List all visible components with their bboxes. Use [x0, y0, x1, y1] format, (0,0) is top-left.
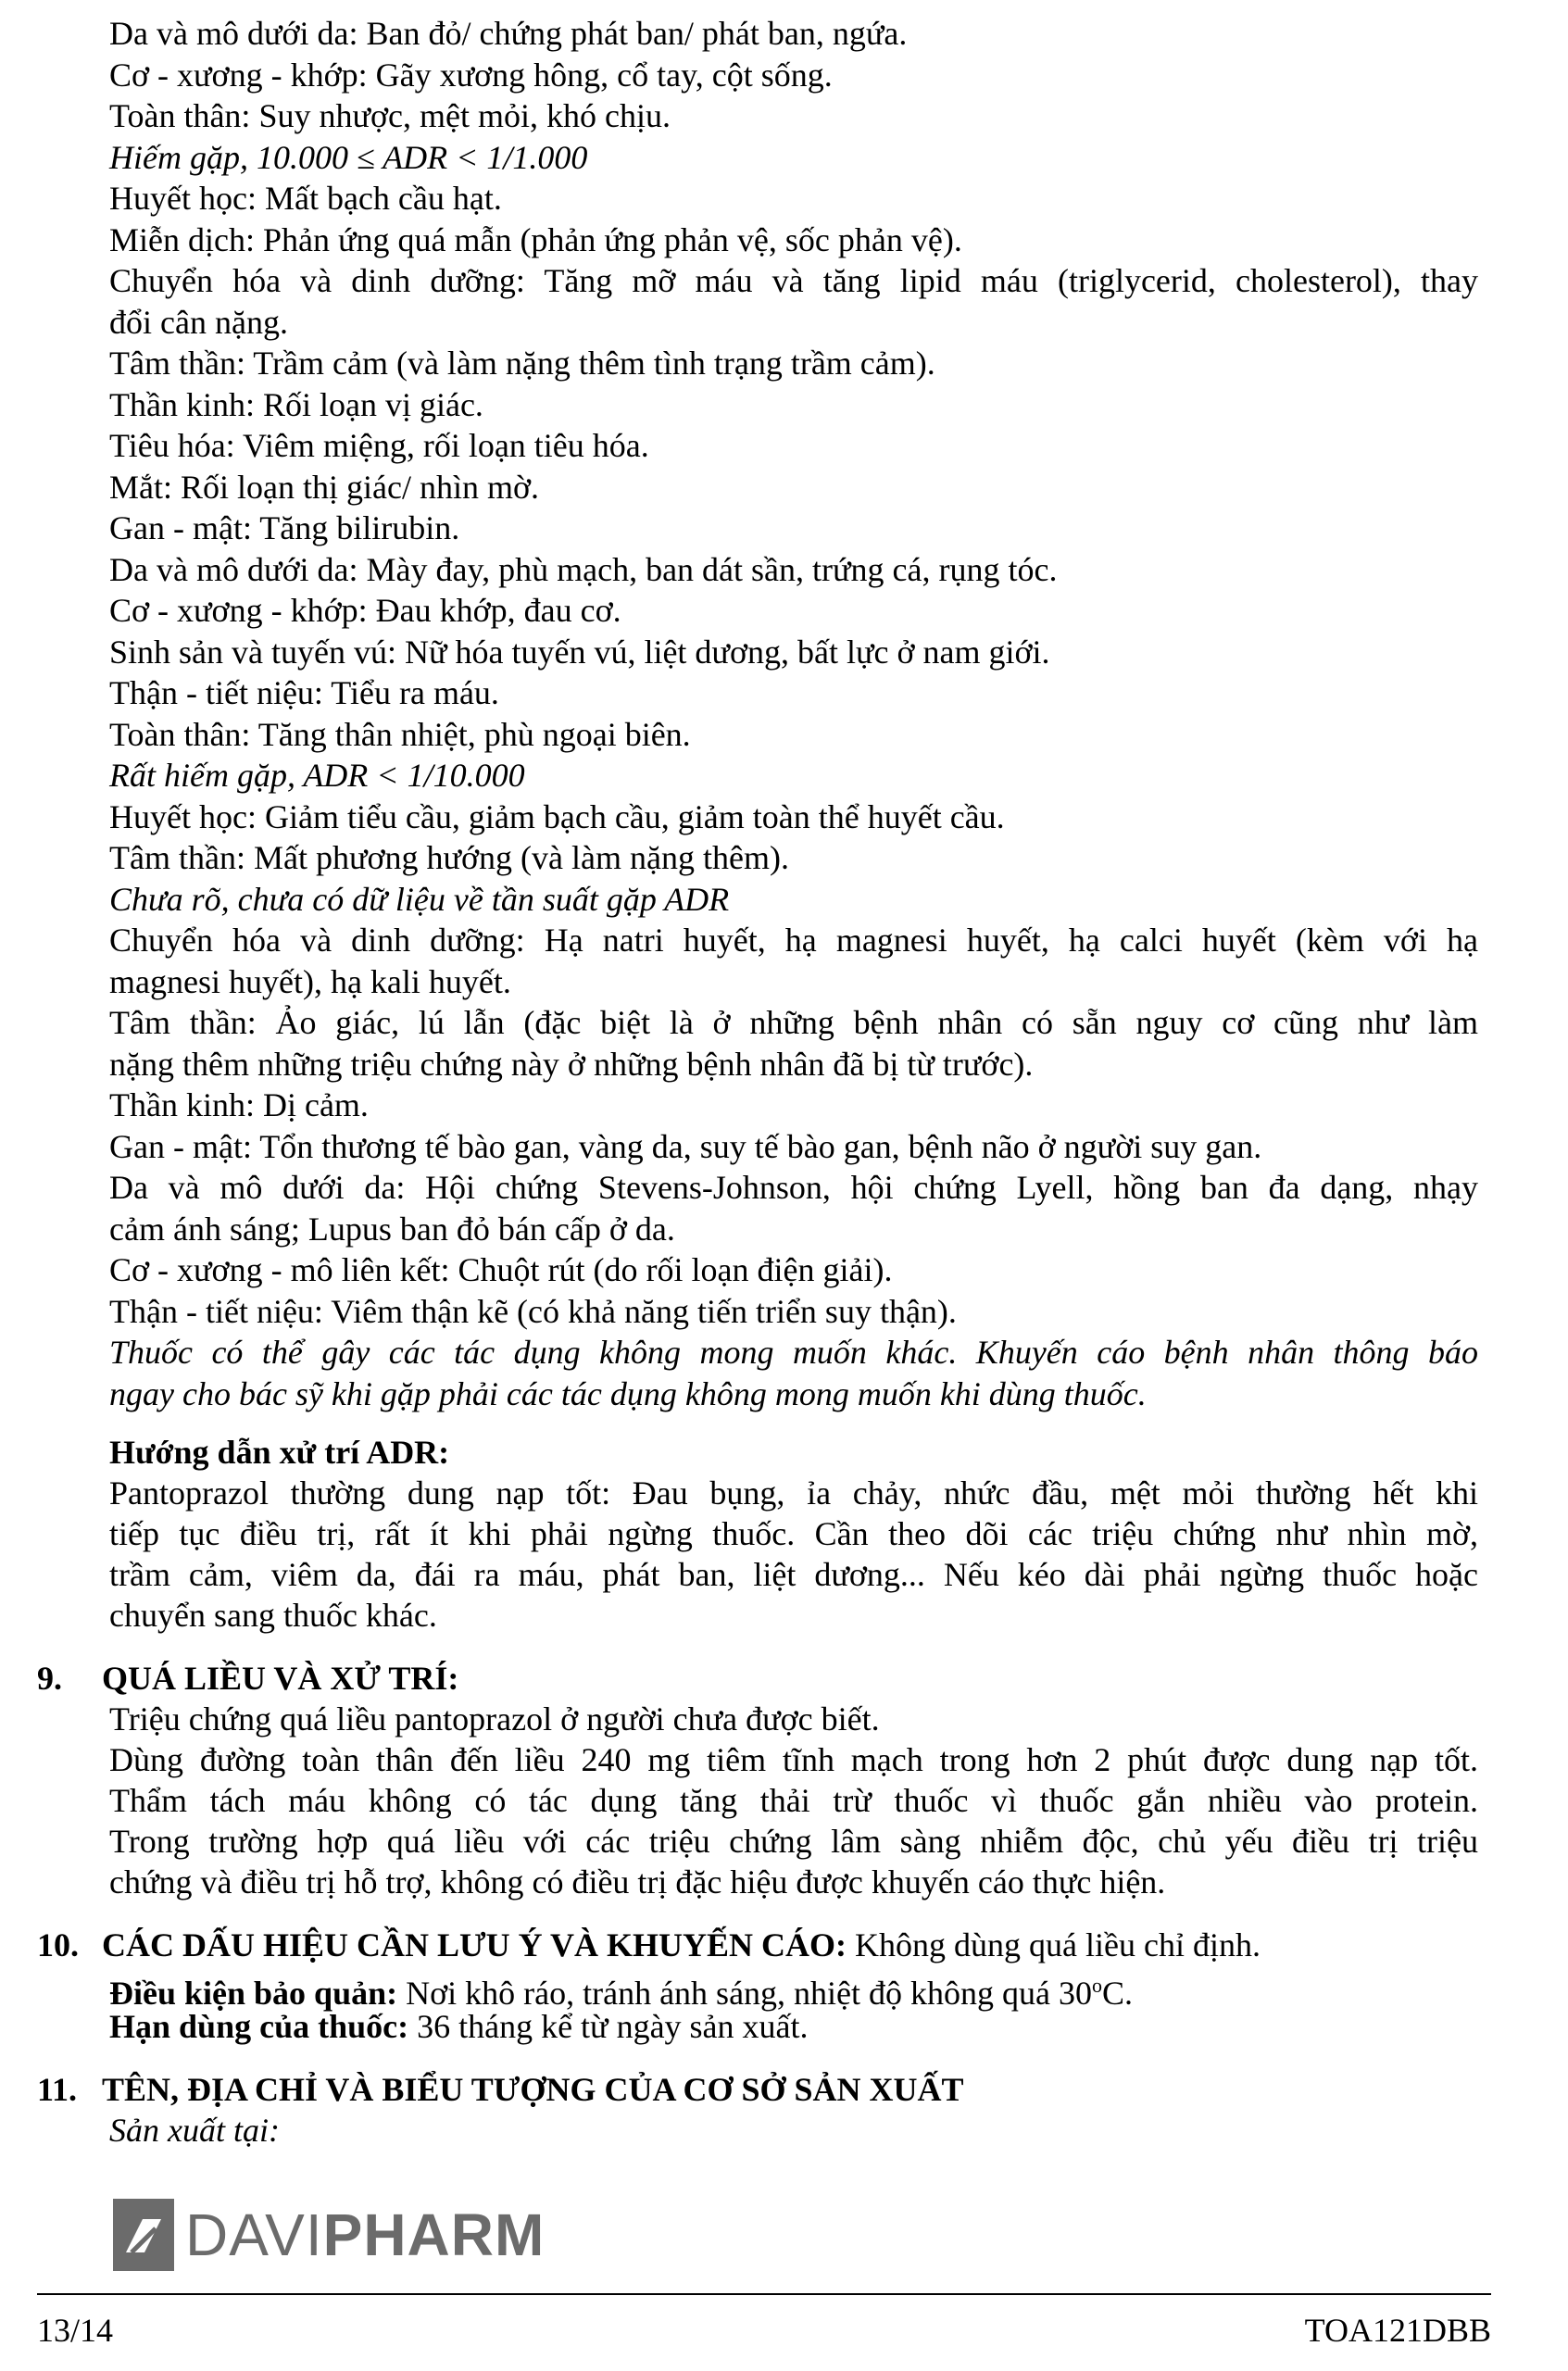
- adr-line: Da và mô dưới da: Ban đỏ/ chứng phát ban/ phát ban, ngứa.: [109, 15, 908, 52]
- logo-text: [185, 2202, 546, 2268]
- section-10-heading: [37, 1925, 1261, 1965]
- adr-line: Cơ - xương - khớp: Gãy xương hông, cổ tay, cột sống.: [109, 56, 833, 94]
- adr-management-line: chuyển sang thuốc khác.: [109, 1597, 437, 1634]
- footer-divider: [37, 2293, 1491, 2295]
- adr-line: Toàn thân: Suy nhược, mệt mỏi, khó chịu.: [109, 97, 671, 134]
- adr-line: Chuyển hóa và dinh dưỡng: Tăng mỡ máu và tăng lipid máu (triglycerid, cholesterol), thay: [109, 262, 1478, 299]
- adr-line: Tâm thần: Ảo giác, lú lẫn (đặc biệt là ở những bệnh nhân có sẵn nguy cơ cũng như làm: [109, 1004, 1478, 1041]
- section-number: 9.: [37, 1660, 62, 1697]
- storage-text: Nơi khô ráo, tránh ánh sáng, nhiệt độ không quá 30: [397, 1975, 1093, 2012]
- section-9-line: Thẩm tách máu không có tác dụng tăng thải trừ thuốc vì thuốc gắn nhiều vào protein.: [109, 1782, 1478, 1819]
- section-9-line: Dùng đường toàn thân đến liều 240 mg tiêm tĩnh mạch trong hơn 2 phút được dung nạp tốt.: [109, 1741, 1478, 1778]
- expiry-line: [109, 2006, 809, 2047]
- logo-text-part1: DAVI: [185, 2202, 323, 2268]
- adr-line: Toàn thân: Tăng thân nhiệt, phù ngoại biên.: [109, 715, 691, 753]
- adr-line: Cơ - xương - mô liên kết: Chuột rút (do rối loạn điện giải).: [109, 1251, 893, 1288]
- section-11-heading: [37, 2069, 964, 2110]
- adr-line: Chưa rõ, chưa có dữ liệu về tần suất gặp ADR: [109, 880, 730, 918]
- adr-line: Da và mô dưới da: Hội chứng Stevens-Johnson, hội chứng Lyell, hồng ban đa dạng, nhạy: [109, 1169, 1478, 1206]
- adr-line: Huyết học: Mất bạch cầu hạt.: [109, 180, 502, 217]
- adr-line: Hiếm gặp, 10.000 ≤ ADR < 1/1.000: [109, 138, 588, 176]
- adr-line: Tiêu hóa: Viêm miệng, rối loạn tiêu hóa.: [109, 427, 649, 464]
- adr-management-line: trầm cảm, viêm da, đái ra máu, phát ban, liệt dương... Nếu kéo dài phải ngừng thuốc hoặc: [109, 1556, 1478, 1593]
- adr-line: Da và mô dưới da: Mày đay, phù mạch, ban dát sần, trứng cá, rụng tóc.: [109, 550, 1058, 588]
- logo-mark-icon: [113, 2199, 174, 2271]
- adr-line: cảm ánh sáng; Lupus ban đỏ bán cấp ở da.: [109, 1210, 675, 1248]
- page-number: 13/14: [37, 2312, 114, 2349]
- section-9-heading: [37, 1658, 458, 1699]
- section-9-line: chứng và điều trị hỗ trợ, không có điều trị đặc hiệu được khuyến cáo thực hiện.: [109, 1863, 1166, 1901]
- adr-line: Rất hiếm gặp, ADR < 1/10.000: [109, 757, 525, 794]
- adr-line: Cơ - xương - khớp: Đau khớp, đau cơ.: [109, 592, 621, 629]
- adr-line: Huyết học: Giảm tiểu cầu, giảm bạch cầu, giảm toàn thể huyết cầu.: [109, 797, 1005, 835]
- made-at-label: Sản xuất tại:: [109, 2112, 280, 2149]
- degree-sup: o: [1092, 1974, 1103, 1997]
- adr-line: Gan - mật: Tăng bilirubin.: [109, 509, 460, 546]
- adr-line: Chuyển hóa và dinh dưỡng: Hạ natri huyết, hạ magnesi huyết, hạ calci huyết (kèm với hạ: [109, 922, 1478, 959]
- section-9-line: Triệu chứng quá liều pantoprazol ở người chưa được biết.: [109, 1700, 880, 1737]
- adr-line: Thần kinh: Rối loạn vị giác.: [109, 385, 483, 423]
- adr-management-line: tiếp tục điều trị, rất ít khi phải ngừng thuốc. Cần theo dõi các triệu chứng như nhìn mờ,: [109, 1515, 1478, 1552]
- adr-line: Sinh sản và tuyến vú: Nữ hóa tuyến vú, liệt dương, bất lực ở nam giới.: [109, 633, 1050, 671]
- adr-management-title: Hướng dẫn xử trí ADR:: [109, 1434, 450, 1471]
- adr-line: Thuốc có thể gây các tác dụng không mong muốn khác. Khuyến cáo bệnh nhân thông báo: [109, 1334, 1478, 1371]
- storage-end: C.: [1102, 1975, 1134, 2012]
- section-title: TÊN, ĐỊA CHỈ VÀ BIỂU TƯỢNG CỦA CƠ SỞ SẢN XUẤT: [102, 2071, 964, 2108]
- logo-text-part2: PHARM: [322, 2202, 546, 2268]
- adr-line: nặng thêm những triệu chứng này ở những bệnh nhân đã bị từ trước).: [109, 1045, 1034, 1083]
- section-number: 11.: [37, 2071, 78, 2108]
- adr-line: Thận - tiết niệu: Viêm thận kẽ (có khả năng tiến triển suy thận).: [109, 1292, 957, 1330]
- adr-line: Gan - mật: Tổn thương tế bào gan, vàng da, suy tế bào gan, bệnh não ở người suy gan.: [109, 1127, 1262, 1165]
- adr-management-line: Pantoprazol thường dung nạp tốt: Đau bụng, ỉa chảy, nhức đầu, mệt mỏi thường hết khi: [109, 1474, 1478, 1512]
- storage-label: Điều kiện bảo quản:: [109, 1975, 398, 2012]
- adr-line: Tâm thần: Mất phương hướng (và làm nặng thêm).: [109, 839, 789, 876]
- adr-line: Mắt: Rối loạn thị giác/ nhìn mờ.: [109, 468, 539, 506]
- section-9-line: Trong trường hợp quá liều với các triệu chứng lâm sàng nhiễm độc, chủ yếu điều trị triệu: [109, 1823, 1478, 1860]
- section-title: CÁC DẤU HIỆU CẦN LƯU Ý VÀ KHUYẾN CÁO:: [102, 1926, 847, 1963]
- expiry-text: 36 tháng kể từ ngày sản xuất.: [408, 2008, 809, 2045]
- adr-line: Miễn dịch: Phản ứng quá mẫn (phản ứng phản vệ, sốc phản vệ).: [109, 220, 962, 258]
- section-title-rest: Không dùng quá liều chỉ định.: [847, 1926, 1261, 1963]
- section-number: 10.: [37, 1926, 79, 1963]
- adr-line: Thận - tiết niệu: Tiểu ra máu.: [109, 674, 499, 711]
- adr-line: đổi cân nặng.: [109, 303, 288, 341]
- section-title: QUÁ LIỀU VÀ XỬ TRÍ:: [102, 1660, 459, 1697]
- expiry-label: Hạn dùng của thuốc:: [109, 2008, 409, 2045]
- adr-line: magnesi huyết), hạ kali huyết.: [109, 962, 511, 1000]
- davipharm-logo: [113, 2195, 545, 2275]
- adr-line: Tâm thần: Trầm cảm (và làm nặng thêm tình trạng trầm cảm).: [109, 345, 935, 382]
- adr-line: ngay cho bác sỹ khi gặp phải các tác dụng không mong muốn khi dùng thuốc.: [109, 1374, 1147, 1412]
- adr-line: Thần kinh: Dị cảm.: [109, 1086, 369, 1123]
- document-code: TOA121DBB: [1304, 2312, 1491, 2349]
